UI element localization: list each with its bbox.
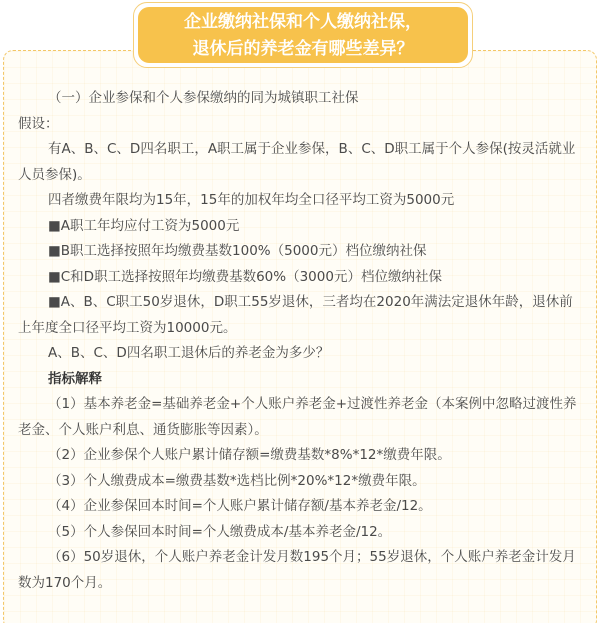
indicator-5: （5）个人参保回本时间=个人缴费成本/基本养老金/12。 bbox=[48, 523, 392, 540]
paragraph-workers: 有A、B、C、D四名职工，A职工属于企业参保，B、C、D职工属于个人参保(按灵活就业人员参保)。 bbox=[18, 141, 576, 183]
indicator-4: （4）企业参保回本时间=个人账户累计储存额/基本养老金/12。 bbox=[48, 498, 432, 514]
indicator-6: （6）50岁退休，个人账户养老金计发月数195个月；55岁退休，个人账户养老金计发月数为170个月。 bbox=[18, 549, 576, 591]
section-heading: （一）企业参保和个人参保缴纳的同为城镇职工社保 bbox=[48, 90, 359, 106]
indicator-heading: 指标解释 bbox=[48, 370, 102, 387]
title-banner bbox=[133, 2, 473, 68]
page-title bbox=[138, 7, 468, 63]
indicator-1: （1）基本养老金=基础养老金+个人账户养老金+过渡性养老金（本案例中忽略过渡性养老金、个人账户利息、通货膨胀等因素）。 bbox=[18, 396, 577, 438]
title-line-1: 企业缴纳社保和个人缴纳社保， bbox=[184, 12, 422, 32]
bullet-a: ■A职工年均应付工资为5000元 bbox=[48, 217, 240, 234]
title-line-2: 退休后的养老金有哪些差异？ bbox=[192, 39, 414, 59]
indicator-2: （2）企业参保个人账户累计储存额=缴费基数*8%*12*缴费年限。 bbox=[48, 447, 451, 463]
bullet-cd: ■C和D职工选择按照年均缴费基数60%（3000元）档位缴纳社保 bbox=[48, 268, 442, 285]
indicator-3: （3）个人缴费成本=缴费基数*选档比例*20%*12*缴费年限。 bbox=[48, 472, 426, 489]
paragraph-years: 四者缴费年限均为15年，15年的加权年均全口径平均工资为5000元 bbox=[48, 192, 455, 208]
bullet-retire: ■A、B、C职工50岁退休，D职工55岁退休，三者均在2020年满法定退休年龄，退休前上年度全口径平均工资为10000元。 bbox=[18, 294, 573, 336]
bullet-b: ■B职工选择按照年均缴费基数100%（5000元）档位缴纳社保 bbox=[48, 243, 427, 259]
assumption-label: 假设： bbox=[18, 115, 59, 132]
question: A、B、C、D四名职工退休后的养老金为多少？ bbox=[48, 345, 330, 361]
article-body bbox=[18, 86, 578, 596]
